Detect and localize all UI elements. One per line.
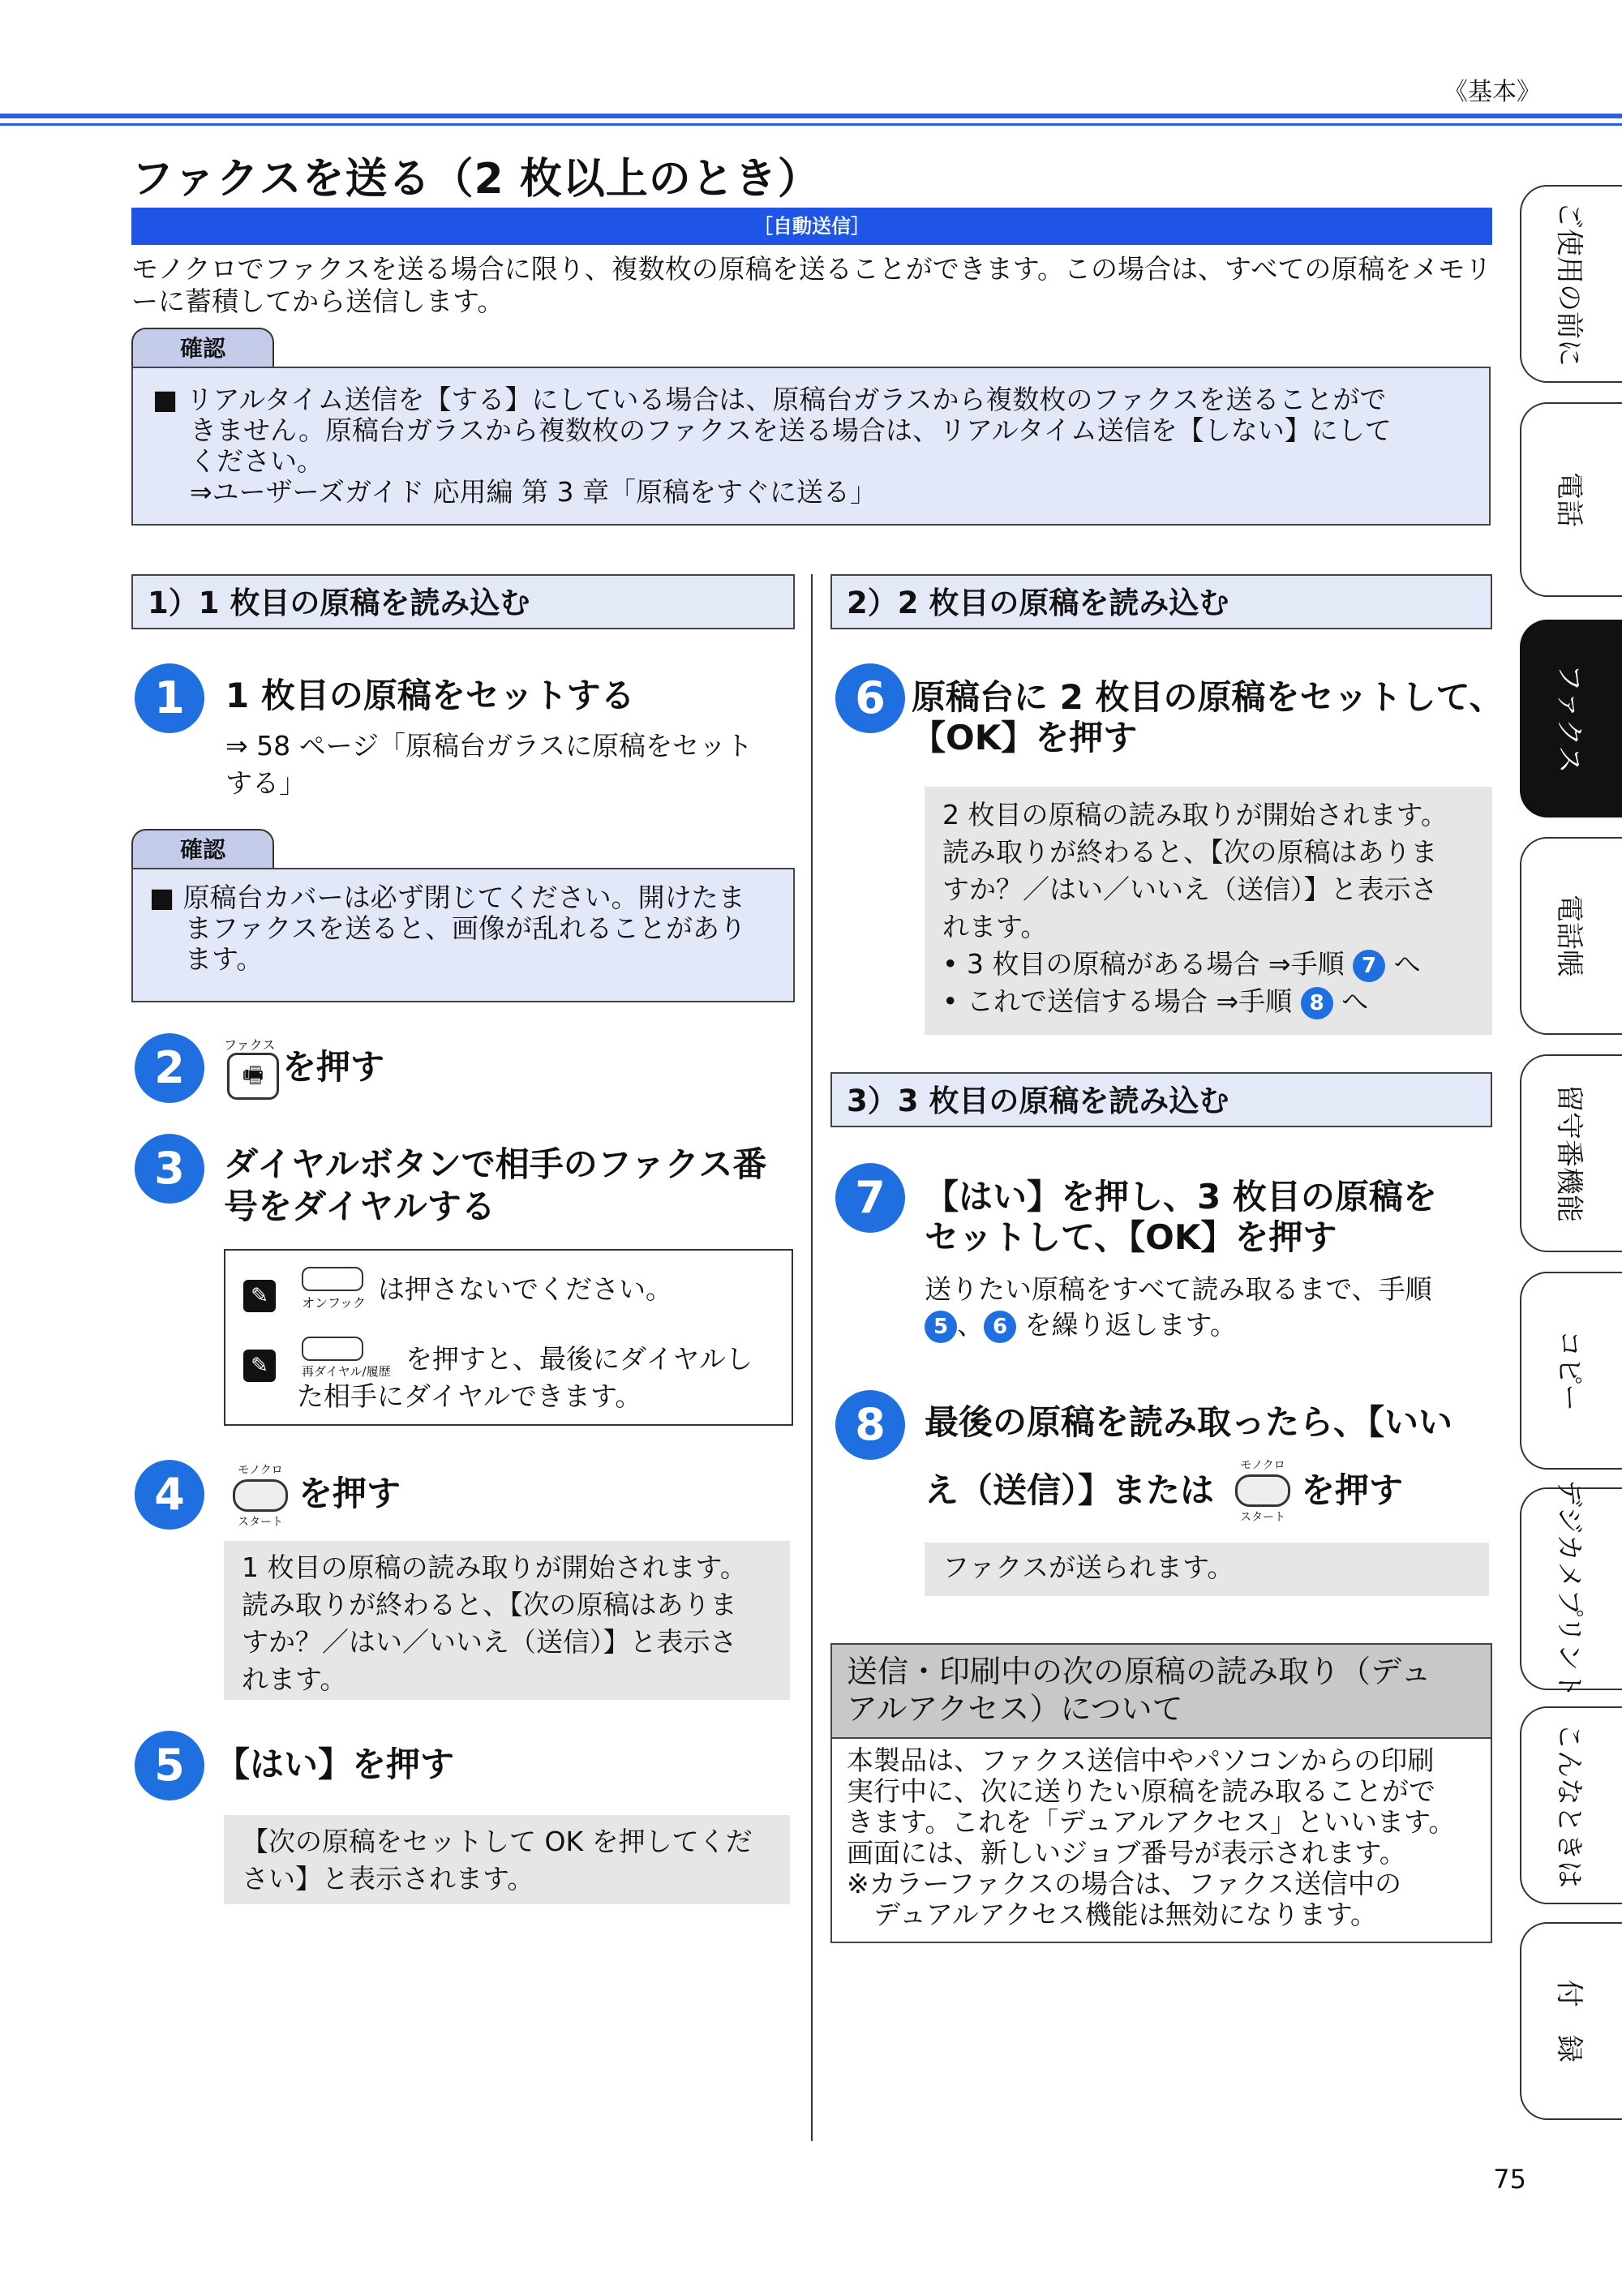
dual-access-box	[830, 1643, 1492, 1943]
step-1-heading: 1 枚目の原稿をセットする	[225, 676, 635, 715]
onhook-caption: オンフック	[302, 1295, 366, 1311]
info-line: れます。	[942, 911, 1048, 942]
tab-phonebook[interactable]	[1520, 837, 1622, 1035]
step-7-body-1: 送りたい原稿をすべて読み取るまで、手順	[925, 1273, 1432, 1305]
tab-copy[interactable]	[1520, 1272, 1622, 1470]
start-caption: スタート	[1240, 1511, 1285, 1524]
info-line: 【次の原稿をセットして OK を押してくだ	[242, 1826, 753, 1857]
tab-appendix[interactable]	[1520, 1922, 1622, 2120]
info-line: すか？／はい／いいえ（送信）】と表示さ	[942, 873, 1438, 905]
step-1-ref-cont: する」	[225, 767, 306, 799]
dual-line: 本製品は、ファクス送信中やパソコンからの印刷	[847, 1745, 1435, 1776]
step-8-info: ファクスが送られます。	[925, 1543, 1489, 1596]
info-line: さい】と表示されます。	[242, 1863, 534, 1895]
tab-label: 留守番機能	[1552, 1084, 1586, 1222]
redial-button-icon[interactable]	[302, 1337, 391, 1380]
step-3-heading-2: 号をダイヤルする	[224, 1187, 496, 1226]
step-7-heading-1: 【はい】を押し、3 枚目の原稿を	[925, 1177, 1437, 1217]
tab-photo-print[interactable]	[1520, 1479, 1622, 1698]
bullet-end: へ	[1341, 985, 1369, 1017]
mono-caption: モノクロ	[1240, 1459, 1285, 1472]
step-number-3: 3	[135, 1134, 204, 1204]
step-4-heading: を押す	[298, 1474, 401, 1513]
info-line: 読み取りが終わると、【次の原稿はありま	[942, 836, 1438, 868]
dual-title-line: 送信・印刷中の次の原稿の読み取り（デュ	[847, 1654, 1431, 1689]
step-number-1: 1	[135, 663, 204, 733]
memo-box	[224, 1249, 793, 1426]
section-header-1: 1）1 枚目の原稿を読み込む	[131, 574, 795, 629]
sep: 、	[957, 1309, 984, 1341]
bullet-text: • これで送信する場合 ⇒手順	[942, 985, 1293, 1017]
page-title: ファクスを送る（2 枚以上のとき）	[131, 155, 821, 204]
note-box-2	[131, 868, 795, 1002]
start-caption: スタート	[238, 1516, 283, 1529]
step-number-6: 6	[835, 663, 905, 733]
tab-label: 電話帳	[1552, 895, 1586, 977]
page-number: 75	[1493, 2164, 1526, 2195]
tab-phone[interactable]	[1520, 402, 1622, 597]
info-line: 1 枚目の原稿の読み取りが開始されます。	[242, 1551, 747, 1583]
note-line: ■ リアルタイム送信を【する】にしている場合は、原稿台ガラスから複数枚のファクスを送ることがで	[152, 384, 1387, 415]
step-ref-6[interactable]: 6	[984, 1311, 1016, 1343]
bullet-line	[942, 983, 1474, 1020]
button-shape	[1235, 1474, 1290, 1507]
dual-line: デュアルアクセス機能は無効になります。	[847, 1899, 1378, 1930]
step-5-heading: 【はい】を押す	[216, 1745, 455, 1784]
info-line: 2 枚目の原稿の読み取りが開始されます。	[942, 799, 1448, 830]
tab-label: ご使用の前に	[1552, 201, 1586, 367]
column-divider	[811, 574, 813, 2141]
step-5-info	[224, 1815, 790, 1904]
mono-caption: モノクロ	[238, 1464, 283, 1477]
bullet-line	[942, 946, 1474, 983]
memo-item-1: は押さないでください。	[378, 1273, 672, 1305]
step-number-2: 2	[135, 1033, 204, 1103]
button-shape	[302, 1267, 363, 1291]
step-number-5: 5	[135, 1731, 204, 1800]
step-ref-7[interactable]: 7	[1353, 950, 1385, 982]
fax-button-icon[interactable]: 🖷	[227, 1053, 279, 1100]
fax-button-caption: ファクス	[224, 1037, 276, 1053]
step-number-8: 8	[835, 1390, 905, 1460]
step-1-ref-link[interactable]: ⇒ 58 ページ「原稿台ガラスに原稿をセット	[225, 730, 753, 762]
section-header-2: 2）2 枚目の原稿を読み込む	[830, 574, 1492, 629]
tab-label: 付 録	[1552, 1980, 1586, 2062]
step-3-heading-1: ダイヤルボタンで相手のファクス番	[224, 1144, 767, 1184]
note-tag: 確認	[131, 328, 274, 368]
step-7-body-2	[925, 1307, 1237, 1343]
step-7-body-end: を繰り返します。	[1024, 1309, 1237, 1341]
redial-caption: 再ダイヤル/履歴	[302, 1364, 391, 1379]
dual-access-title	[832, 1645, 1491, 1739]
note-line: ます。	[185, 943, 264, 975]
step-6-heading-1: 原稿台に 2 枚目の原稿をセットして、	[912, 677, 1504, 717]
step-8-heading-1: 最後の原稿を読み取ったら、【いい	[925, 1402, 1453, 1442]
pencil-icon: ✎	[243, 1280, 276, 1312]
mono-start-button-icon[interactable]	[232, 1461, 289, 1530]
step-number-7: 7	[835, 1163, 905, 1233]
dual-access-body	[832, 1739, 1491, 1937]
step-4-info	[224, 1541, 790, 1700]
section-label: 《基本》	[1444, 78, 1541, 106]
tab-label: コピー	[1552, 1329, 1586, 1412]
note-box	[131, 367, 1491, 526]
tab-fax[interactable]	[1520, 620, 1622, 818]
tab-before-use[interactable]	[1520, 185, 1622, 383]
note-line: きません。原稿台ガラスから複数枚のファクスを送る場合は、リアルタイム送信を【しない】にして	[190, 414, 1392, 446]
step-2-heading: を押す	[282, 1047, 385, 1087]
info-line: れます。	[242, 1663, 347, 1695]
auto-send-banner: ［自動送信］	[131, 208, 1492, 245]
step-ref-8[interactable]: 8	[1301, 987, 1333, 1019]
note-line: ください。	[190, 445, 324, 477]
dual-title-line: アルアクセス）について	[847, 1691, 1183, 1727]
note-tag: 確認	[131, 829, 274, 869]
button-shape	[302, 1337, 363, 1361]
dual-line: ※カラーファクスの場合は、ファクス送信中の	[847, 1868, 1402, 1899]
tab-answering[interactable]	[1520, 1054, 1622, 1252]
onhook-button-icon[interactable]	[302, 1267, 366, 1311]
dual-line: 画面には、新しいジョブ番号が表示されます。	[847, 1837, 1406, 1869]
pencil-icon: ✎	[243, 1350, 276, 1382]
button-shape	[233, 1479, 288, 1512]
tab-label: ファクス	[1552, 663, 1586, 774]
step-6-heading-2: 【OK】を押す	[912, 718, 1138, 757]
info-line: すか？／はい／いいえ（送信）】と表示さ	[242, 1626, 737, 1658]
info-line: 読み取りが終わると、【次の原稿はありま	[242, 1589, 737, 1620]
memo-item-2: を押すと、最後にダイヤルし	[406, 1343, 753, 1375]
dual-line: 実行中に、次に送りたい原稿を読み取ることがで	[847, 1775, 1435, 1807]
step-7-heading-2: セットして、【OK】を押す	[925, 1217, 1337, 1257]
step-8-heading-3: を押す	[1301, 1470, 1404, 1510]
bullet-text: • 3 枚目の原稿がある場合 ⇒手順	[942, 948, 1345, 980]
header-rule-thin	[0, 123, 1622, 126]
note-reference-link[interactable]: ⇒ユーザーズガイド 応用編 第 3 章「原稿をすぐに送る」	[190, 476, 877, 508]
tab-label: 電話	[1552, 472, 1586, 527]
step-6-info	[925, 787, 1492, 1035]
bullet-end: へ	[1393, 948, 1421, 980]
mono-start-button-icon[interactable]	[1234, 1457, 1291, 1525]
section-header-3: 3）3 枚目の原稿を読み込む	[830, 1072, 1492, 1127]
step-ref-5[interactable]: 5	[925, 1311, 957, 1343]
dual-line: きます。これを「デュアルアクセス」といいます。	[847, 1806, 1456, 1838]
intro-text: モノクロでファクスを送る場合に限り、複数枚の原稿を送ることができます。この場合は、すべての原稿をメモリーに蓄積してから送信します。	[131, 253, 1492, 317]
note-line: ■ 原稿台カバーは必ず閉じてください。開けたま	[149, 882, 745, 913]
step-8-heading-2: え（送信）】または	[925, 1470, 1215, 1510]
tab-label: デジカメプリント	[1552, 1479, 1586, 1698]
tab-label: こんなときは	[1552, 1723, 1586, 1888]
step-number-4: 4	[135, 1460, 204, 1530]
note-line: まファクスを送ると、画像が乱れることがあり	[185, 912, 747, 944]
header-rule	[0, 114, 1622, 118]
memo-item-2-cont: た相手にダイヤルできます。	[297, 1380, 642, 1412]
tab-troubleshooting[interactable]	[1520, 1706, 1622, 1904]
